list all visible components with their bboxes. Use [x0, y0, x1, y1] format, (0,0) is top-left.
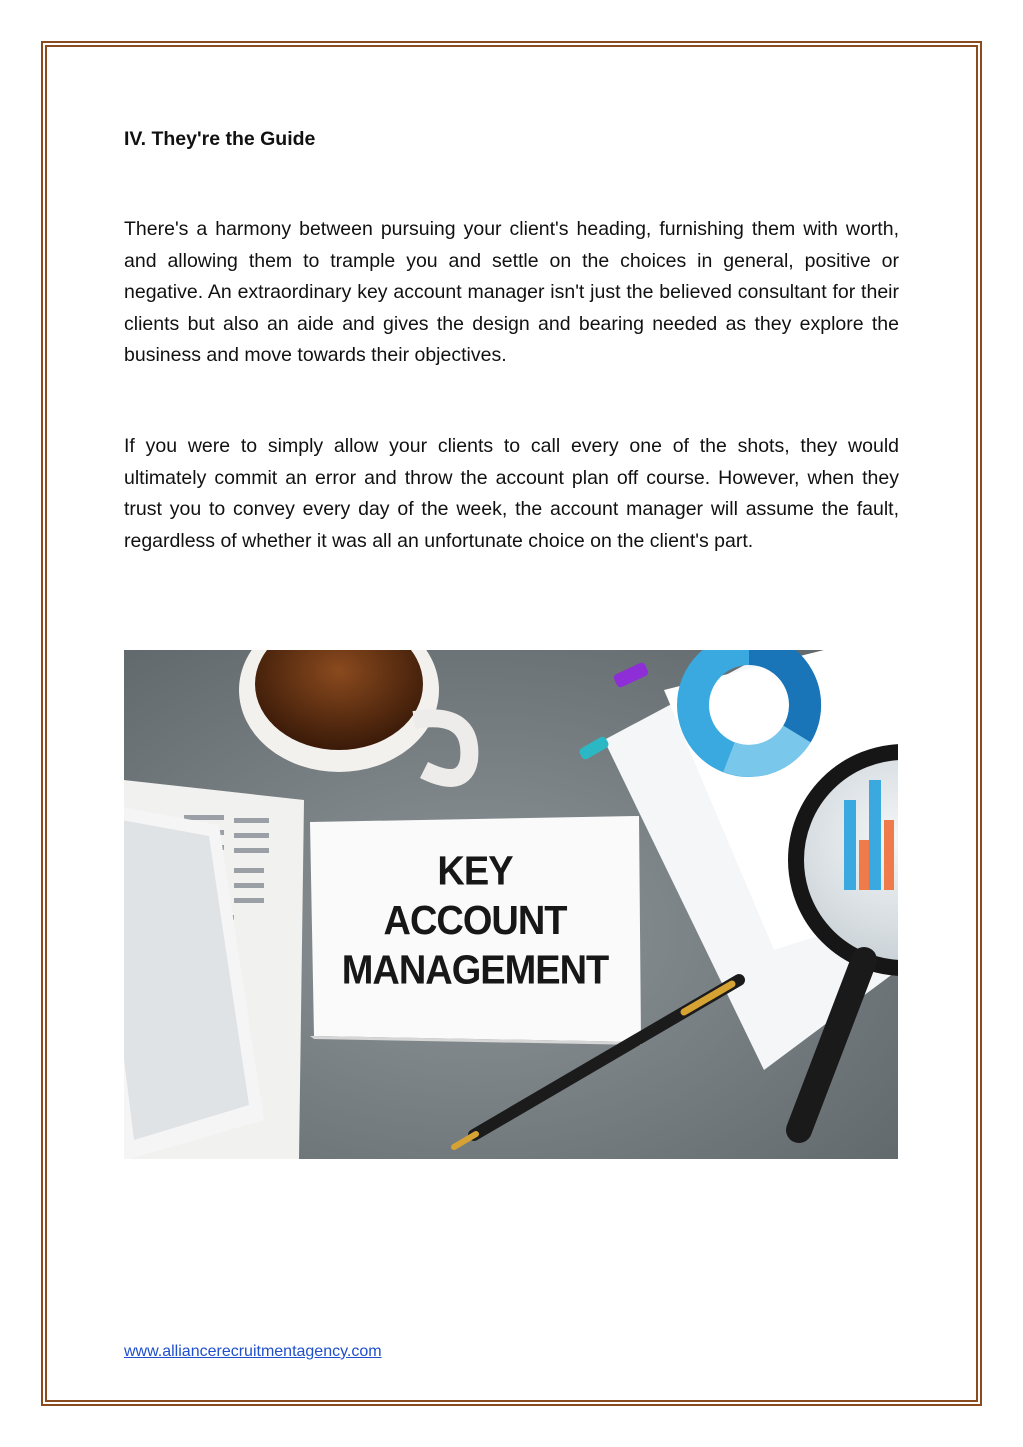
paragraph-2: If you were to simply allow your clients to call every one of the shots, they would ultimately commit an error and throw the account plan off course. However, when they trust you to convey every day of the week, the account manager will assume the fault, regardless of whether it was all an unfortunate choice on the client's part.	[124, 435, 899, 552]
section-heading: IV. They're the Guide	[124, 128, 316, 150]
card-line-key: KEY	[437, 848, 513, 894]
paragraph-1: There's a harmony between pursuing your client's heading, furnishing them with worth, and allowing them to trample you and settle on the choices in general, positive or negative. An extraordinary key account manager isn't just the believed consultant for their clients but also an aide and gives the design and bearing needed as they explore the business and move towards their objectives.	[124, 218, 899, 366]
card-line-management: MANAGEMENT	[341, 948, 609, 994]
footer-website-link[interactable]: www.alliancerecruitmentagency.com	[124, 1343, 382, 1360]
card-line-account: ACCOUNT	[383, 898, 567, 944]
card-text	[310, 846, 640, 995]
